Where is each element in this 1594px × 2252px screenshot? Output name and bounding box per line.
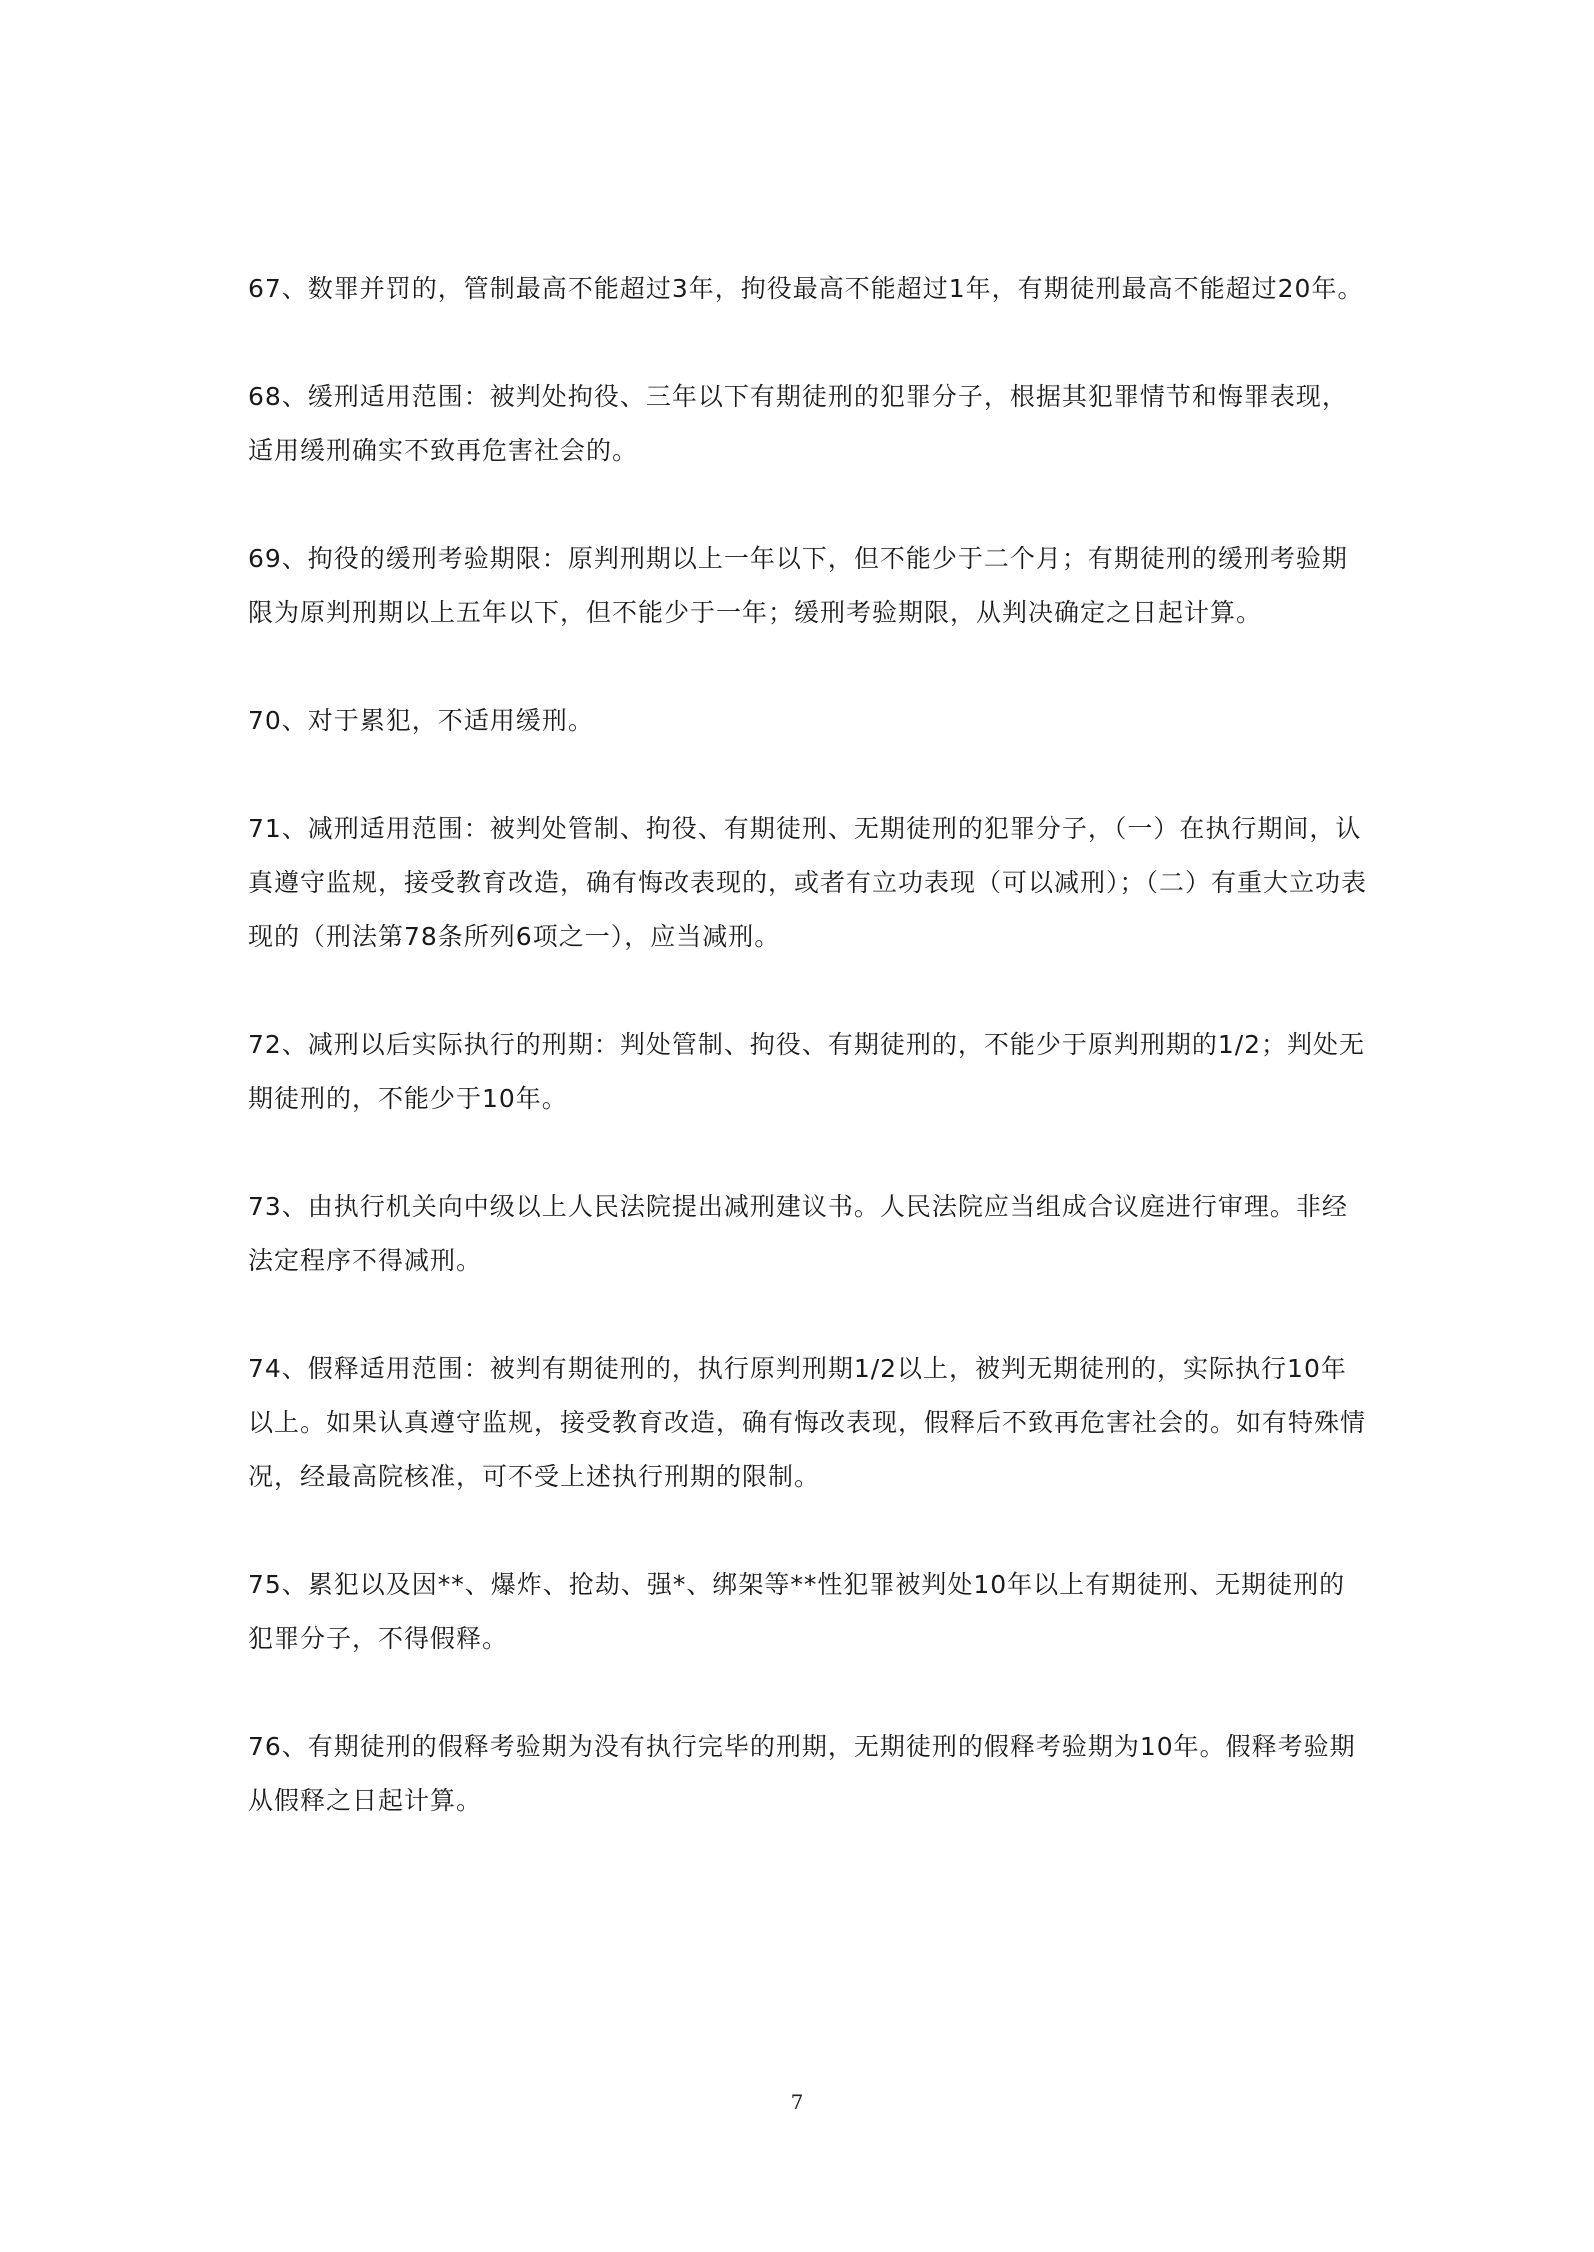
paragraph-75: 75、累犯以及因**、爆炸、抢劫、强*、绑架等**性犯罪被判处10年以上有期徒刑、无期徒刑的犯罪分子，不得假释。 <box>248 1570 1346 1653</box>
paragraph-70: 70、对于累犯，不适用缓刑。 <box>248 706 594 735</box>
paragraph-69: 69、拘役的缓刑考验期限：原判刑期以上一年以下，但不能少于二个月；有期徒刑的缓刑考验期限为原判刑期以上五年以下，但不能少于一年；缓刑考验期限，从判决确定之日起计算。 <box>248 544 1348 627</box>
paragraph-73: 73、由执行机关向中级以上人民法院提出减刑建议书。人民法院应当组成合议庭进行审理。非经法定程序不得减刑。 <box>248 1192 1348 1275</box>
paragraph-68: 68、缓刑适用范围：被判处拘役、三年以下有期徒刑的犯罪分子，根据其犯罪情节和悔罪表现，适用缓刑确实不致再危害社会的。 <box>248 382 1348 465</box>
paragraph-71: 71、减刑适用范围：被判处管制、拘役、有期徒刑、无期徒刑的犯罪分子，（一）在执行期间，认真遵守监规，接受教育改造，确有悔改表现的，或者有立功表现（可以减刑）；（二）有重大立功表现的（刑法第78条所列6项之一），应当减刑。 <box>248 814 1368 951</box>
document-body <box>248 262 1368 1882</box>
page-number: 7 <box>790 2090 804 2114</box>
paragraph-72: 72、减刑以后实际执行的刑期：判处管制、拘役、有期徒刑的，不能少于原判刑期的1/2；判处无期徒刑的，不能少于10年。 <box>248 1030 1366 1113</box>
paragraph-74: 74、假释适用范围：被判有期徒刑的，执行原判刑期1/2以上，被判无期徒刑的，实际执行10年以上。如果认真遵守监规，接受教育改造，确有悔改表现，假释后不致再危害社会的。如有特殊情况，经最高院核准，可不受上述执行刑期的限制。 <box>248 1354 1367 1491</box>
paragraph-67: 67、数罪并罚的，管制最高不能超过3年，拘役最高不能超过1年，有期徒刑最高不能超过20年。 <box>248 274 1364 303</box>
paragraph-76: 76、有期徒刑的假释考验期为没有执行完毕的刑期，无期徒刑的假释考验期为10年。假释考验期从假释之日起计算。 <box>248 1732 1356 1815</box>
